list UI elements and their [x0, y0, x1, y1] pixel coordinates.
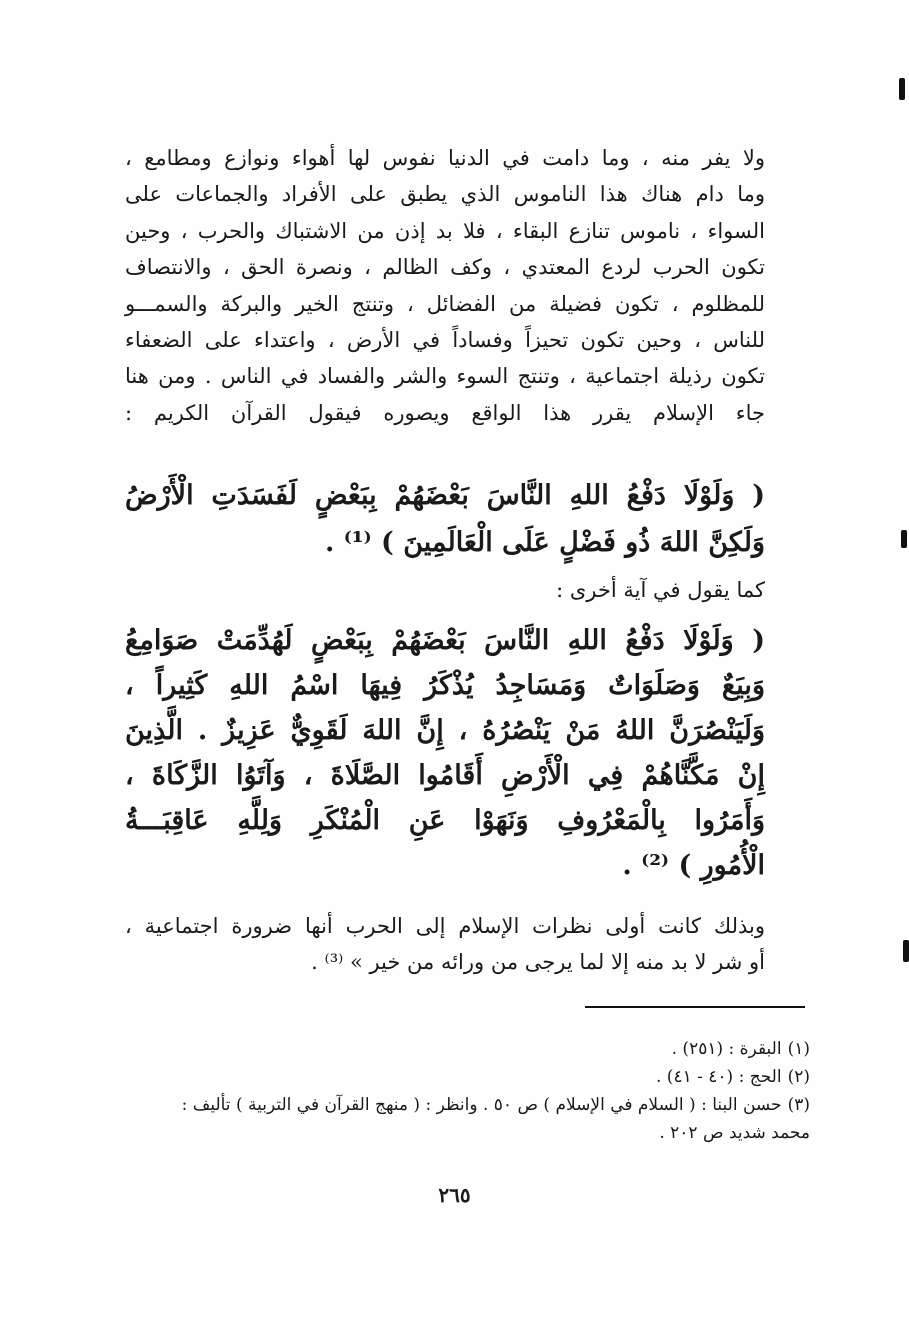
body-line: أو شر لا بد منه إلا لما يرجى من ورائه من خير » ⁽³⁾ .	[311, 950, 765, 974]
footnote-2	[150, 1063, 810, 1091]
quran-verse-1	[125, 472, 765, 566]
conclusion-paragraph	[125, 908, 765, 980]
footnote-3	[150, 1091, 810, 1119]
footnote-number: (١)	[787, 1039, 810, 1059]
page-number: ٢٦٥	[438, 1183, 471, 1207]
footnote-text: محمد شديد ص ٢٠٢ .	[659, 1123, 810, 1143]
body-line: للمظلوم ، تكون فضيلة من الفضائل ، وتنتج الخير والبركة والسمـــو	[125, 291, 765, 316]
footnote-text: البقرة : (٢٥١) .	[671, 1039, 782, 1059]
margin-mark-bottom	[903, 940, 909, 962]
verse-line: ( وَلَوْلَا دَفْعُ اللهِ النَّاسَ بَعْضَهُمْ بِبَعْضٍ لَفَسَدَتِ الْأَرْضُ	[125, 480, 765, 511]
verse-line: إِنْ مَكَّنَّاهُمْ فِي الْأَرْضِ أَقَامُوا الصَّلَاةَ ، وَآتَوُا الزَّكَاةَ ،	[125, 760, 765, 791]
body-line: وبذلك كانت أولى نظرات الإسلام إلى الحرب أنها ضرورة اجتماعية ،	[125, 914, 765, 938]
footnote-number: (٣)	[787, 1095, 810, 1115]
body-line: تكون رذيلة اجتماعية ، وتنتج السوء والشر والفساد في الناس . ومن هنا	[125, 364, 765, 389]
margin-mark-middle	[901, 530, 907, 548]
footnote-3-continued	[150, 1119, 810, 1147]
verse-line: الْأُمُورِ ) ⁽²⁾ .	[622, 850, 765, 881]
footnotes	[150, 1035, 810, 1147]
intro-line: كما يقول في آية أخرى :	[556, 578, 765, 602]
body-line: وما دام هناك هذا الناموس الذي يطبق على الأفراد والجماعات على	[125, 182, 765, 207]
body-paragraph	[125, 140, 765, 431]
footnote-1	[150, 1035, 810, 1063]
quran-verse-2	[125, 618, 765, 888]
body-line: تكون الحرب لردع المعتدي ، وكف الظالم ، ونصرة الحق ، والانتصاف	[125, 255, 765, 280]
body-line: جاء الإسلام يقرر هذا الواقع ويصوره فيقول القرآن الكريم :	[125, 400, 765, 425]
footnote-text: الحج : (٤٠ - ٤١) .	[656, 1067, 782, 1087]
margin-mark-top	[899, 78, 905, 100]
footnote-separator	[585, 1006, 805, 1008]
verse-line: وَلَكِنَّ اللهَ ذُو فَضْلٍ عَلَى الْعَالَمِينَ ) ⁽¹⁾ .	[324, 527, 765, 558]
verse-line: وَلَيَنْصُرَنَّ اللهُ مَنْ يَنْصُرُهُ ، إِنَّ اللهَ لَقَوِيٌّ عَزِيزٌ . الَّذِينَ	[125, 715, 765, 746]
body-line: ولا يفر منه ، وما دامت في الدنيا نفوس لها أهواء ونوازع ومطامع ،	[125, 146, 765, 170]
verse-line: وَبِيَعٌ وَصَلَوَاتٌ وَمَسَاجِدُ يُذْكَرُ فِيهَا اسْمُ اللهِ كَثِيراً ،	[125, 670, 765, 701]
footnote-text: حسن البنا : ( السلام في الإسلام ) ص ٥٠ . وانظر : ( منهج القرآن في التربية ) تأليف :	[181, 1095, 782, 1115]
body-line: السواء ، ناموس تنازع البقاء ، فلا بد إذن من الاشتباك والحرب ، وحين	[125, 218, 765, 243]
footnote-number: (٢)	[787, 1067, 810, 1087]
verse-line: ( وَلَوْلَا دَفْعُ اللهِ النَّاسَ بَعْضَهُمْ بِبَعْضٍ لَهُدِّمَتْ صَوَامِعُ	[125, 625, 765, 656]
verse-line: وَأَمَرُوا بِالْمَعْرُوفِ وَنَهَوْا عَنِ الْمُنْكَرِ وَلِلَّهِ عَاقِبَـــةُ	[125, 805, 765, 836]
body-line: للناس ، وحين تكون تحيزاً وفساداً في الأرض ، واعتداء على الضعفاء	[125, 328, 765, 353]
verse-2-intro	[125, 572, 765, 608]
